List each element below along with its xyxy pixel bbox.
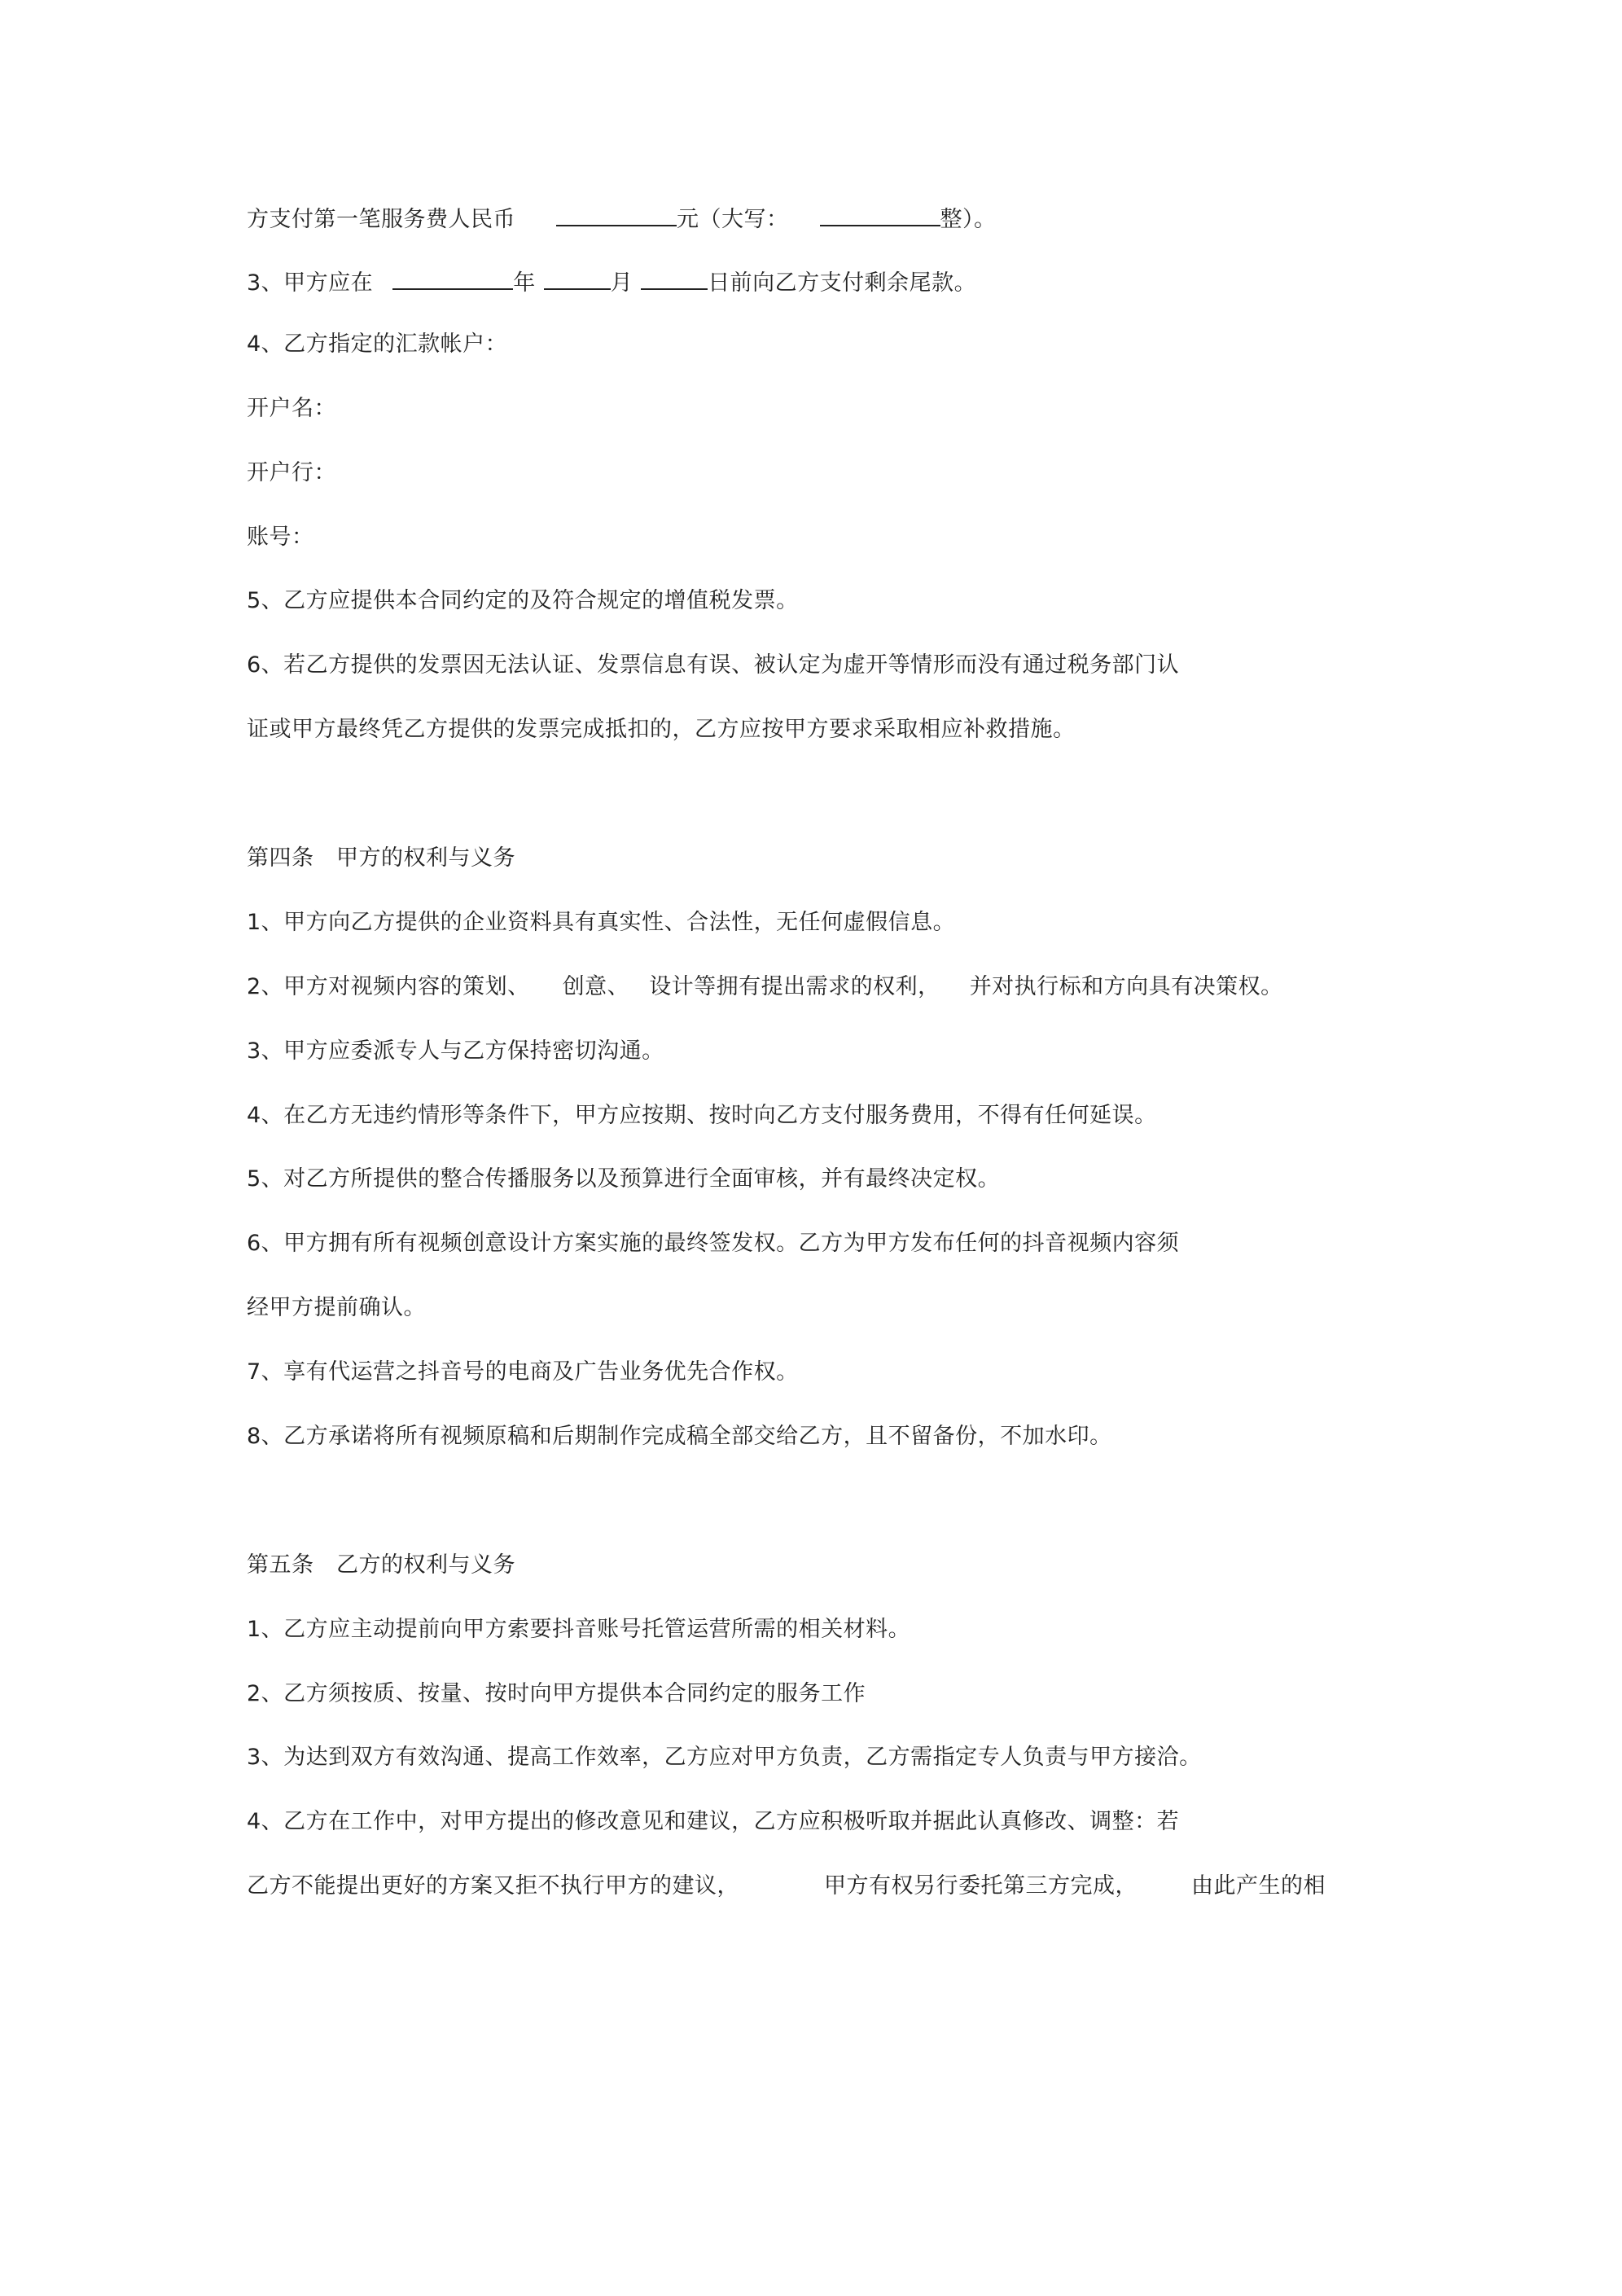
article-5-item-1: 1、乙方应主动提前向甲方索要抖音账号托管运营所需的相关材料。 bbox=[247, 1617, 911, 1642]
article-4-item-6-line-2: 经甲方提前确认。 bbox=[247, 1295, 426, 1320]
article-4-item-5: 5、对乙方所提供的整合传播服务以及预算进行全面审核，并有最终决定权。 bbox=[247, 1166, 1001, 1192]
item-3-prefix: 3、甲方应在 bbox=[247, 270, 374, 296]
article-4-title: 第四条 甲方的权利与义务 bbox=[247, 845, 515, 871]
article-4-item-4: 4、在乙方无违约情形等条件下，甲方应按期、按时向乙方支付服务费用，不得有任何延误。 bbox=[247, 1103, 1157, 1128]
article-4-item-2 bbox=[247, 972, 1283, 1002]
article-5-item-4-line-2-part-a: 乙方不能提出更好的方案又拒不执行甲方的建议， bbox=[247, 1873, 739, 1899]
article-4-item-2-part-b: 创意、 bbox=[562, 974, 630, 999]
article-5-item-3: 3、为达到双方有效沟通、提高工作效率，乙方应对甲方负责，乙方需指定专人负责与甲方接洽。 bbox=[247, 1745, 1202, 1770]
article-4-item-2-part-a: 2、甲方对视频内容的策划、 bbox=[247, 974, 530, 999]
article-4-item-7: 7、享有代运营之抖音号的电商及广告业务优先合作权。 bbox=[247, 1359, 799, 1385]
article-5-item-4-line-2 bbox=[247, 1872, 1326, 1901]
account-number-label: 账号： bbox=[247, 525, 314, 550]
item-6-line-2: 证或甲方最终凭乙方提供的发票完成抵扣的，乙方应按甲方要求采取相应补救措施。 bbox=[247, 717, 1076, 742]
item-3-year: 年 bbox=[513, 270, 536, 296]
article-4-item-8: 8、乙方承诺将所有视频原稿和后期制作完成稿全部交给乙方，且不留备份，不加水印。 bbox=[247, 1424, 1112, 1449]
payment-first-prefix: 方支付第一笔服务费人民币 bbox=[247, 207, 515, 232]
article-4-item-1: 1、甲方向乙方提供的企业资料具有真实性、合法性，无任何虚假信息。 bbox=[247, 910, 956, 935]
item-3-month: 月 bbox=[610, 270, 633, 296]
article-5-item-2: 2、乙方须按质、按量、按时向甲方提供本合同约定的服务工作 bbox=[247, 1681, 866, 1706]
amount-uppercase-blank bbox=[820, 202, 940, 226]
article-4-item-6-line-1: 6、甲方拥有所有视频创意设计方案实施的最终签发权。乙方为甲方发布任何的抖音视频内容须 bbox=[247, 1231, 1180, 1256]
item-5: 5、乙方应提供本合同约定的及符合规定的增值税发票。 bbox=[247, 588, 799, 613]
article-4-item-2-part-d: 并对执行标和方向具有决策权。 bbox=[969, 974, 1283, 999]
item-4-title: 4、乙方指定的汇款帐户： bbox=[247, 331, 508, 357]
article-5-item-4-line-1: 4、乙方在工作中，对甲方提出的修改意见和建议，乙方应积极听取并据此认真修改、调整：若 bbox=[247, 1809, 1180, 1834]
account-name-label: 开户名： bbox=[247, 396, 336, 421]
amount-blank bbox=[556, 202, 677, 226]
payment-first-suffix: 整）。 bbox=[940, 207, 997, 232]
month-blank bbox=[544, 266, 611, 290]
article-4-item-3: 3、甲方应委派专人与乙方保持密切沟通。 bbox=[247, 1038, 664, 1064]
article-4-item-2-part-c: 设计等拥有提出需求的权利， bbox=[649, 974, 940, 999]
payment-first-mid: 元（大写： bbox=[677, 207, 789, 232]
article-5-item-4-line-2-part-b: 甲方有权另行委托第三方完成， bbox=[824, 1873, 1138, 1899]
item-3-line bbox=[247, 266, 976, 298]
account-bank-label: 开户行： bbox=[247, 460, 336, 485]
article-5-item-4-line-2-part-c: 由此产生的相 bbox=[1191, 1873, 1326, 1899]
year-blank bbox=[392, 266, 513, 290]
day-blank bbox=[641, 266, 708, 290]
article-5-title: 第五条 乙方的权利与义务 bbox=[247, 1552, 515, 1578]
item-3-suffix: 日前向乙方支付剩余尾款。 bbox=[708, 270, 977, 296]
item-6-line-1: 6、若乙方提供的发票因无法认证、发票信息有误、被认定为虚开等情形而没有通过税务部门认 bbox=[247, 652, 1180, 678]
payment-first-line bbox=[247, 202, 997, 235]
